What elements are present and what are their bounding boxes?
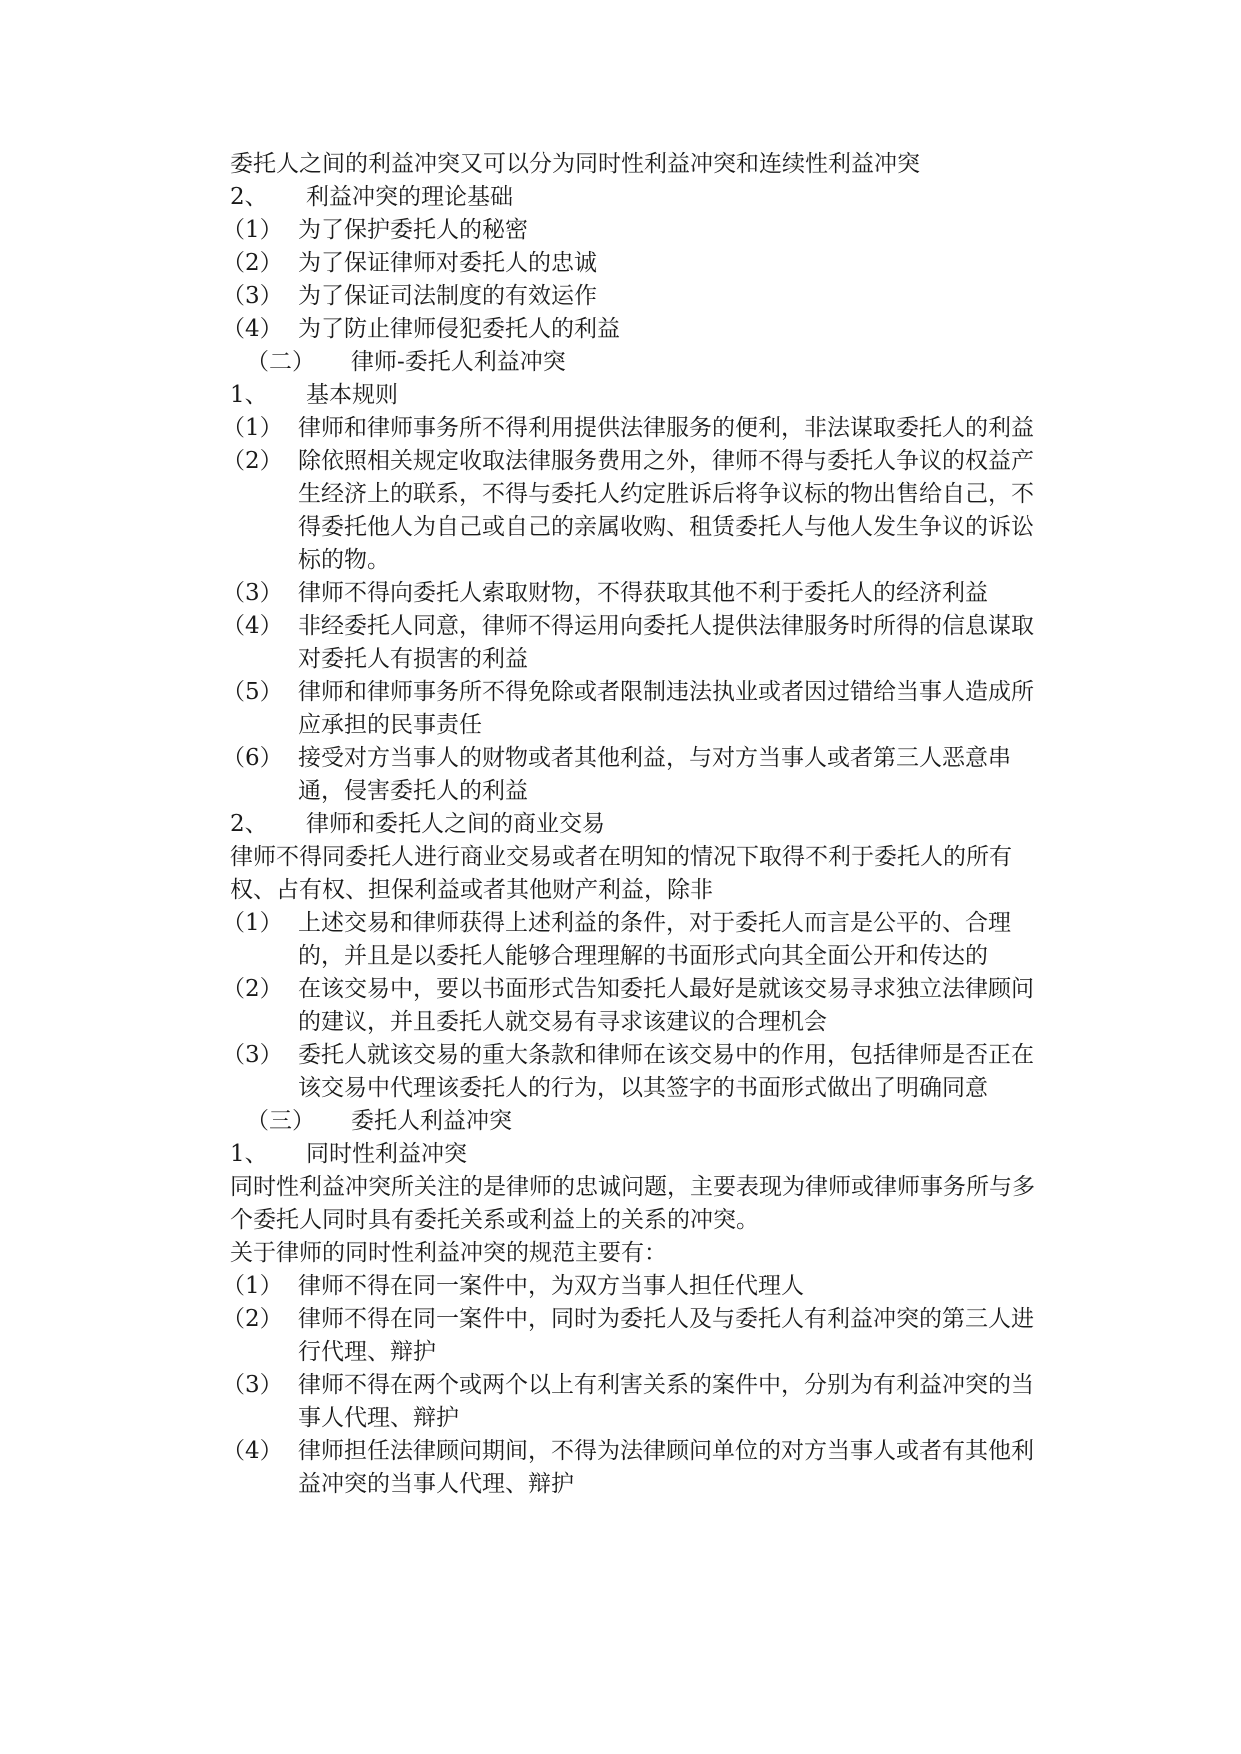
chapter-title: 律师-委托人利益冲突: [351, 349, 566, 375]
section-heading: [230, 181, 1048, 214]
list-item: [222, 1435, 1048, 1501]
item-text: 除依照相关规定收取法律服务费用之外，律师不得与委托人争议的权益产生经济上的联系，不得与委托人约定胜诉后将争议标的物出售给自己，不得委托他人为自己或自己的亲属收购、租赁委托人与他人发生争议的诉讼标的物。: [298, 448, 1034, 573]
body-paragraph: 同时性利益冲突所关注的是律师的忠诚问题，主要表现为律师或律师事务所与多个委托人同时具有委托关系或利益上的关系的冲突。: [230, 1174, 1035, 1233]
section-title: 律师和委托人之间的商业交易: [306, 811, 605, 837]
item-text: 律师担任法律顾问期间，不得为法律顾问单位的对方当事人或者有其他利益冲突的当事人代理、辩护: [298, 1438, 1034, 1497]
list-item: [222, 1039, 1048, 1105]
item-number: （3）: [222, 1042, 283, 1068]
item-number: （1）: [222, 415, 283, 441]
item-text: 委托人就该交易的重大条款和律师在该交易中的作用，包括律师是否正在该交易中代理该委托人的行为，以其签字的书面形式做出了明确同意: [298, 1042, 1034, 1101]
chapter-title: 委托人利益冲突: [351, 1108, 512, 1134]
item-number: （1）: [222, 1273, 283, 1299]
item-number: （1）: [222, 910, 283, 936]
chapter-heading: [230, 346, 1048, 379]
document-page: [222, 148, 1048, 1501]
item-number: （2）: [222, 448, 283, 474]
item-text: 在该交易中，要以书面形式告知委托人最好是就该交易寻求独立法律顾问的建议，并且委托人就交易有寻求该建议的合理机会: [298, 976, 1034, 1035]
list-item: [222, 214, 1048, 247]
chapter-number: （三）: [246, 1108, 315, 1134]
list-item: [222, 610, 1048, 676]
item-text: 律师不得在同一案件中，同时为委托人及与委托人有利益冲突的第三人进行代理、辩护: [298, 1306, 1034, 1365]
item-number: （1）: [222, 217, 283, 243]
item-text: 律师不得向委托人索取财物，不得获取其他不利于委托人的经济利益: [298, 580, 988, 606]
section-number: 1、: [230, 1141, 268, 1167]
item-text: 为了防止律师侵犯委托人的利益: [298, 316, 620, 342]
item-text: 律师不得在两个或两个以上有利害关系的案件中，分别为有利益冲突的当事人代理、辩护: [298, 1372, 1034, 1431]
section-title: 同时性利益冲突: [306, 1141, 467, 1167]
item-number: （3）: [222, 283, 283, 309]
section-title: 利益冲突的理论基础: [306, 184, 513, 210]
list-item: [222, 973, 1048, 1039]
item-number: （4）: [222, 1438, 283, 1464]
section-number: 2、: [230, 811, 268, 837]
item-text: 律师和律师事务所不得免除或者限制违法执业或者因过错给当事人造成所应承担的民事责任: [298, 679, 1034, 738]
item-number: （2）: [222, 1306, 283, 1332]
list-item: [222, 742, 1048, 808]
list-item: [222, 1270, 1048, 1303]
list-item: [222, 676, 1048, 742]
section-heading: [230, 1138, 1048, 1171]
list-item: [222, 280, 1048, 313]
item-text: 上述交易和律师获得上述利益的条件，对于委托人而言是公平的、合理的，并且是以委托人能够合理理解的书面形式向其全面公开和传达的: [298, 910, 1011, 969]
item-number: （4）: [222, 613, 283, 639]
item-number: （4）: [222, 316, 283, 342]
list-item: [222, 445, 1048, 577]
body-paragraph: 律师不得同委托人进行商业交易或者在明知的情况下取得不利于委托人的所有权、占有权、担保利益或者其他财产利益，除非: [230, 844, 1012, 903]
chapter-number: （二）: [246, 349, 315, 375]
list-item: [222, 313, 1048, 346]
item-number: （3）: [222, 580, 283, 606]
list-item: [222, 247, 1048, 280]
item-text: 接受对方当事人的财物或者其他利益，与对方当事人或者第三人恶意串通，侵害委托人的利益: [298, 745, 1011, 804]
section-title: 基本规则: [306, 382, 398, 408]
list-item: [222, 1303, 1048, 1369]
section-heading: [230, 379, 1048, 412]
item-number: （6）: [222, 745, 283, 771]
section-number: 2、: [230, 184, 268, 210]
item-text: 为了保护委托人的秘密: [298, 217, 528, 243]
list-item: [222, 577, 1048, 610]
body-paragraph: 关于律师的同时性利益冲突的规范主要有：: [230, 1240, 667, 1266]
item-text: 律师和律师事务所不得利用提供法律服务的便利，非法谋取委托人的利益: [298, 415, 1034, 441]
intro-paragraph: 委托人之间的利益冲突又可以分为同时性利益冲突和连续性利益冲突: [230, 151, 920, 177]
item-number: （2）: [222, 250, 283, 276]
list-item: [222, 1369, 1048, 1435]
item-number: （3）: [222, 1372, 283, 1398]
item-number: （2）: [222, 976, 283, 1002]
item-text: 律师不得在同一案件中，为双方当事人担任代理人: [298, 1273, 804, 1299]
section-heading: [230, 808, 1048, 841]
list-item: [222, 907, 1048, 973]
list-item: [222, 412, 1048, 445]
item-text: 为了保证司法制度的有效运作: [298, 283, 597, 309]
item-text: 为了保证律师对委托人的忠诚: [298, 250, 597, 276]
section-number: 1、: [230, 382, 268, 408]
chapter-heading: [230, 1105, 1048, 1138]
item-text: 非经委托人同意，律师不得运用向委托人提供法律服务时所得的信息谋取对委托人有损害的利益: [298, 613, 1034, 672]
item-number: （5）: [222, 679, 283, 705]
